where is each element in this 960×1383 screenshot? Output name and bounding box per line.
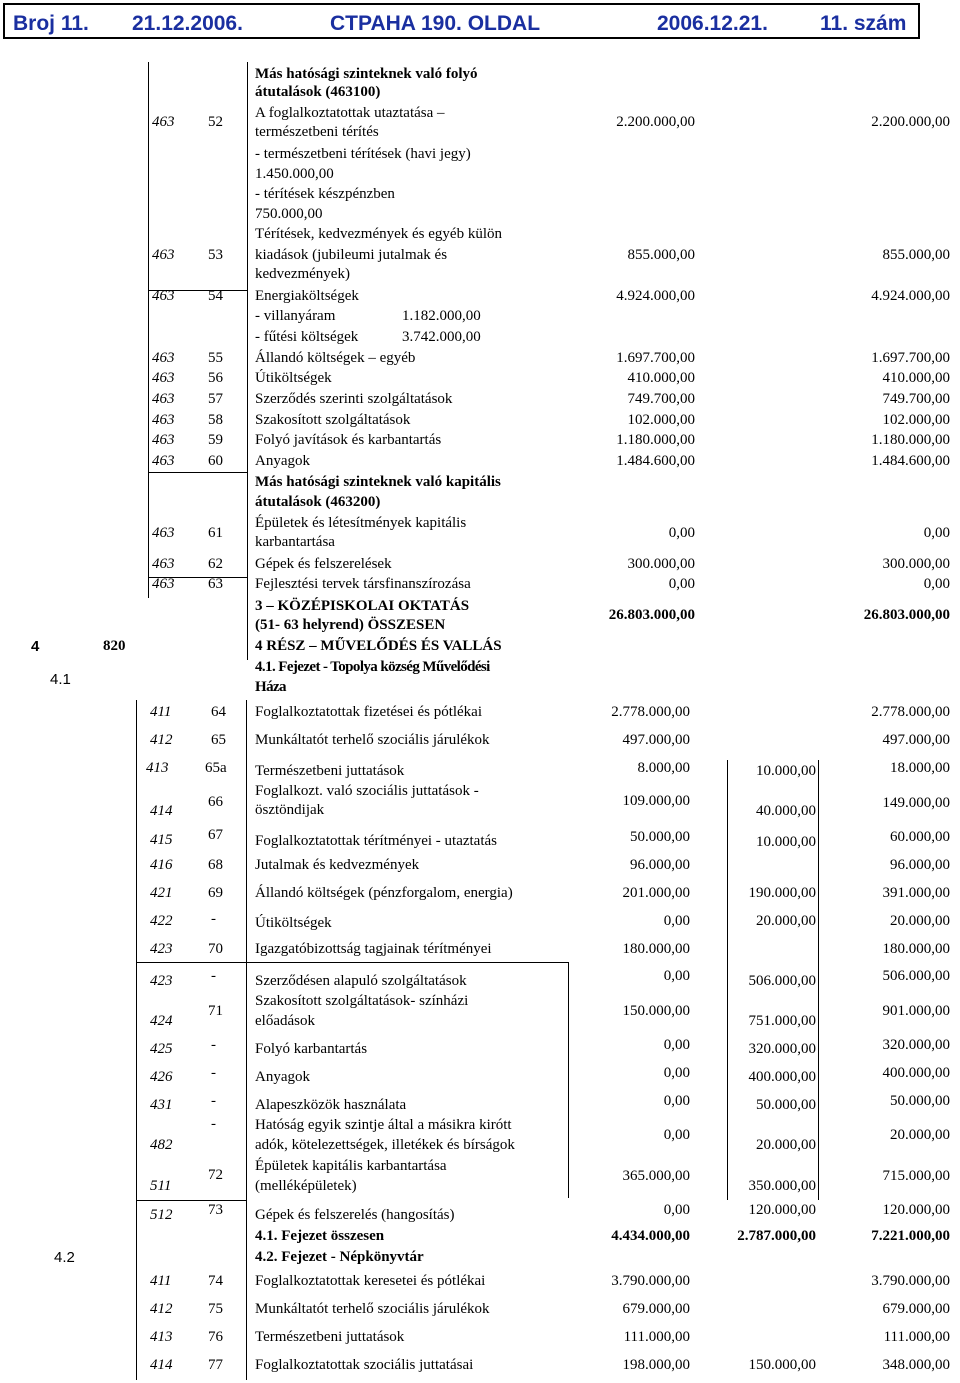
- row-description: Munkáltatót terhelő szociális járulékok: [255, 1301, 490, 1317]
- account-code: 414: [150, 1357, 173, 1373]
- row-number: 74: [208, 1273, 223, 1289]
- chapter-title: 4.1. Fejezet - Topolya község Művelődési: [255, 659, 490, 675]
- amount-own: 0,00: [663, 1202, 690, 1218]
- row-description: Foglalkozt. való szociális juttatások -: [255, 783, 479, 799]
- row-number: 68: [208, 857, 223, 873]
- row-description: Épületek kapitális karbantartása: [255, 1158, 447, 1174]
- row-description: természetbeni térítés: [255, 124, 379, 140]
- row-description: karbantartása: [255, 534, 335, 550]
- amount-other: 10.000,00: [756, 763, 816, 779]
- row-number: 63: [208, 576, 223, 592]
- amount-other: 40.000,00: [756, 803, 816, 819]
- amount-other: 20.000,00: [756, 1137, 816, 1153]
- row-description: Útiköltségek: [255, 915, 332, 931]
- row-number: 69: [208, 885, 223, 901]
- row-number: 64: [211, 704, 226, 720]
- note-amount: 3.742.000,00: [402, 329, 481, 345]
- amount-total: 506.000,00: [882, 968, 950, 984]
- row-number: 56: [208, 370, 223, 386]
- amount-total: 855.000,00: [882, 247, 950, 263]
- amount-own: 201.000,00: [622, 885, 690, 901]
- row-number: 57: [208, 391, 223, 407]
- account-code: 463: [152, 391, 175, 407]
- amount-total: 410.000,00: [882, 370, 950, 386]
- amount-total: 679.000,00: [882, 1301, 950, 1317]
- table-rule: [136, 962, 568, 963]
- account-code: 423: [150, 941, 173, 957]
- row-description: Foglalkoztatottak fizetései és pótlékai: [255, 704, 483, 720]
- amount-other: 350.000,00: [748, 1178, 816, 1194]
- amount-other: 400.000,00: [748, 1069, 816, 1085]
- amount-own: 4.924.000,00: [616, 288, 695, 304]
- table-rule: [148, 472, 248, 473]
- row-description: Útiköltségek: [255, 370, 332, 386]
- row-number: 53: [208, 247, 223, 263]
- section-title: átutalások (463200): [255, 494, 381, 510]
- amount-total: 102.000,00: [882, 412, 950, 428]
- amount-own: 0,00: [663, 1065, 690, 1081]
- amount-own: 50.000,00: [630, 829, 690, 845]
- account-code: 431: [150, 1097, 173, 1113]
- row-number: 60: [208, 453, 223, 469]
- row-description: Igazgatóbizottság tagjainak térítményei: [255, 941, 492, 957]
- row-number: 72: [208, 1167, 223, 1183]
- account-code: 463: [152, 114, 175, 130]
- account-code: 463: [152, 288, 175, 304]
- amount-total: 60.000,00: [890, 829, 950, 845]
- note: - térítések készpénzben: [255, 186, 395, 202]
- account-code: 416: [150, 857, 173, 873]
- issue-number-hu: 11. szám: [820, 12, 907, 35]
- row-number: -: [211, 911, 216, 927]
- amount-other: 20.000,00: [756, 913, 816, 929]
- row-description: Foglalkoztatottak keresetei és pótlékai: [255, 1273, 486, 1289]
- account-code: 424: [150, 1013, 173, 1029]
- note: - villanyáram: [255, 308, 336, 324]
- row-description: adók, kötelezettségek, illetékek és bírságok: [255, 1137, 515, 1153]
- amount-other: 320.000,00: [748, 1041, 816, 1057]
- table-rule: [148, 62, 149, 598]
- account-code: 412: [150, 1301, 173, 1317]
- row-number: 76: [208, 1329, 223, 1345]
- section-title: Más hatósági szinteknek való kapitális: [255, 474, 501, 490]
- amount-own: 855.000,00: [627, 247, 695, 263]
- amount-total: 300.000,00: [882, 556, 950, 572]
- row-description: Épületek és létesítmények kapitális: [255, 515, 467, 531]
- amount-own: 111.000,00: [623, 1329, 690, 1345]
- account-code: 413: [150, 1329, 173, 1345]
- amount-own: 198.000,00: [622, 1357, 690, 1373]
- amount-other: 190.000,00: [748, 885, 816, 901]
- amount-own: 0,00: [663, 1037, 690, 1053]
- issue-date-hu: 2006.12.21.: [657, 12, 768, 35]
- account-code: 463: [152, 370, 175, 386]
- amount-own: 102.000,00: [627, 412, 695, 428]
- amount-total: 120.000,00: [882, 1202, 950, 1218]
- amount-own: 109.000,00: [622, 793, 690, 809]
- row-number: 59: [208, 432, 223, 448]
- note-amount: 1.182.000,00: [402, 308, 481, 324]
- row-number: 70: [208, 941, 223, 957]
- amount-own: 365.000,00: [622, 1168, 690, 1184]
- row-number: 61: [208, 525, 223, 541]
- amount-total: 901.000,00: [882, 1003, 950, 1019]
- table-rule: [247, 62, 248, 660]
- section-title: átutalások (463100): [255, 84, 381, 100]
- chapter-total-own: 4.434.000,00: [611, 1228, 690, 1244]
- row-description: Gépek és felszerelések: [255, 556, 392, 572]
- note: - fűtési költségek: [255, 329, 359, 345]
- account-code: 412: [150, 732, 173, 748]
- amount-total: 1.180.000,00: [871, 432, 950, 448]
- amount-total: 749.700,00: [882, 391, 950, 407]
- row-description: ösztöndijak: [255, 802, 325, 818]
- amount-total: 348.000,00: [882, 1357, 950, 1373]
- row-number: 62: [208, 556, 223, 572]
- row-description: Foglalkoztatottak szociális juttatásai: [255, 1357, 474, 1373]
- row-description: Természetbeni juttatások: [255, 763, 405, 779]
- amount-total: 50.000,00: [890, 1093, 950, 1109]
- row-description: Hatóság egyik szintje által a másikra kirótt: [255, 1117, 512, 1133]
- part-title: 4 RÉSZ – MŰVELŐDÉS ÉS VALLÁS: [255, 638, 502, 654]
- amount-total: 3.790.000,00: [871, 1273, 950, 1289]
- row-number: 67: [208, 827, 223, 843]
- amount-own: 8.000,00: [637, 760, 690, 776]
- row-number: -: [211, 1093, 216, 1109]
- row-number: 54: [208, 288, 223, 304]
- note: - természetbeni térítések (havi jegy): [255, 146, 471, 162]
- account-code: 421: [150, 885, 173, 901]
- page-number: CTPAHA 190. OLDAL: [330, 12, 541, 35]
- row-description: kiadások (jubileumi jutalmak és: [255, 247, 448, 263]
- account-code: 411: [150, 1273, 172, 1289]
- amount-other: 150.000,00: [748, 1357, 816, 1373]
- row-number: -: [211, 1037, 216, 1053]
- row-description: Állandó költségek – egyéb: [255, 350, 416, 366]
- amount-own: 1.697.700,00: [616, 350, 695, 366]
- amount-other: 751.000,00: [748, 1013, 816, 1029]
- account-code: 463: [152, 432, 175, 448]
- row-description: Állandó költségek (pénzforgalom, energia): [255, 885, 513, 901]
- chapter-title: Háza: [255, 679, 286, 695]
- row-description: Energiaköltségek: [255, 288, 359, 304]
- amount-total: 4.924.000,00: [871, 288, 950, 304]
- row-description: Fejlesztési tervek társfinanszírozása: [255, 576, 471, 592]
- amount-own: 0,00: [663, 968, 690, 984]
- amount-total: 497.000,00: [882, 732, 950, 748]
- table-rule: [136, 1200, 246, 1201]
- account-code: 411: [150, 704, 172, 720]
- row-description: A foglalkoztatottak utaztatása –: [255, 105, 445, 121]
- amount-total: 0,00: [923, 525, 950, 541]
- row-number: 75: [208, 1301, 223, 1317]
- row-description: Szerződés szerinti szolgáltatások: [255, 391, 453, 407]
- amount-own: 2.778.000,00: [611, 704, 690, 720]
- amount-own: 180.000,00: [622, 941, 690, 957]
- row-number: -: [211, 1116, 216, 1132]
- row-number: 55: [208, 350, 223, 366]
- amount-other: 506.000,00: [748, 973, 816, 989]
- total-amount-own: 26.803.000,00: [608, 607, 695, 623]
- row-number: -: [211, 968, 216, 984]
- row-description: Szakosított szolgáltatások: [255, 412, 411, 428]
- amount-total: 2.778.000,00: [871, 704, 950, 720]
- amount-own: 96.000,00: [630, 857, 690, 873]
- note-amount: 1.450.000,00: [255, 166, 334, 182]
- account-code: 463: [152, 412, 175, 428]
- amount-total: 715.000,00: [882, 1168, 950, 1184]
- amount-total: 2.200.000,00: [871, 114, 950, 130]
- account-code: 463: [152, 576, 175, 592]
- chapter-number: 4.2: [54, 1249, 75, 1266]
- amount-own: 0,00: [668, 525, 695, 541]
- amount-total: 20.000,00: [890, 1127, 950, 1143]
- account-code: 425: [150, 1041, 173, 1057]
- amount-own: 0,00: [663, 1127, 690, 1143]
- issue-number: Broj 11.: [13, 12, 89, 35]
- row-description: Folyó javítások és karbantartás: [255, 432, 442, 448]
- part-number: 4: [31, 638, 40, 655]
- row-number: -: [211, 1065, 216, 1081]
- amount-own: 300.000,00: [627, 556, 695, 572]
- amount-total: 1.697.700,00: [871, 350, 950, 366]
- row-description: Szakosított szolgáltatások- színházi: [255, 993, 469, 1009]
- row-description: Foglalkoztatottak térítményei - utaztatás: [255, 833, 497, 849]
- amount-other: 10.000,00: [756, 834, 816, 850]
- account-code: 482: [150, 1137, 173, 1153]
- amount-own: 679.000,00: [622, 1301, 690, 1317]
- amount-total: 149.000,00: [882, 795, 950, 811]
- row-number: 66: [208, 794, 223, 810]
- amount-total: 20.000,00: [890, 913, 950, 929]
- account-code: 423: [150, 973, 173, 989]
- total-amount-total: 26.803.000,00: [863, 607, 950, 623]
- chapter-total-label: 4.1. Fejezet összesen: [255, 1228, 385, 1244]
- section-title: Más hatósági szinteknek való folyó: [255, 66, 478, 82]
- amount-total: 400.000,00: [882, 1065, 950, 1081]
- amount-own: 150.000,00: [622, 1003, 690, 1019]
- row-number: 58: [208, 412, 223, 428]
- row-description: Jutalmak és kedvezmények: [255, 857, 420, 873]
- row-number: 71: [208, 1003, 223, 1019]
- amount-own: 0,00: [663, 1093, 690, 1109]
- chapter-number: 4.1: [50, 671, 71, 688]
- amount-own: 3.790.000,00: [611, 1273, 690, 1289]
- account-code: 415: [150, 832, 173, 848]
- account-code: 511: [150, 1178, 172, 1194]
- chapter-total-other: 2.787.000,00: [737, 1228, 816, 1244]
- account-code: 422: [150, 913, 173, 929]
- row-description: Folyó karbantartás: [255, 1041, 368, 1057]
- total-title: (51- 63 helyrend) ÖSSZESEN: [255, 617, 446, 633]
- account-code: 413: [146, 760, 169, 776]
- amount-total: 320.000,00: [882, 1037, 950, 1053]
- amount-other: 120.000,00: [748, 1202, 816, 1218]
- amount-other: 50.000,00: [756, 1097, 816, 1113]
- amount-own: 1.180.000,00: [616, 432, 695, 448]
- row-description: Szerződésen alapuló szolgáltatások: [255, 973, 467, 989]
- amount-total: 96.000,00: [890, 857, 950, 873]
- chapter-total-total: 7.221.000,00: [871, 1228, 950, 1244]
- amount-total: 391.000,00: [882, 885, 950, 901]
- amount-own: 410.000,00: [627, 370, 695, 386]
- amount-own: 2.200.000,00: [616, 114, 695, 130]
- row-description: Térítések, kedvezmények és egyéb külön: [255, 226, 502, 242]
- row-description: Munkáltatót terhelő szociális járulékok: [255, 732, 490, 748]
- table-rule: [246, 700, 247, 1380]
- account-code: 463: [152, 453, 175, 469]
- amount-total: 0,00: [923, 576, 950, 592]
- account-code: 512: [150, 1207, 173, 1223]
- table-rule: [136, 700, 137, 1380]
- account-code: 463: [152, 350, 175, 366]
- row-description: Természetbeni juttatások: [255, 1329, 405, 1345]
- amount-total: 1.484.600,00: [871, 453, 950, 469]
- account-code: 463: [152, 525, 175, 541]
- total-title: 3 – KÖZÉPISKOLAI OKTATÁS: [255, 598, 470, 614]
- account-code: 426: [150, 1069, 173, 1085]
- row-number: 77: [208, 1357, 223, 1373]
- chapter-title: 4.2. Fejezet - Népkönyvtár: [255, 1249, 424, 1265]
- row-number: 65a: [205, 760, 227, 776]
- row-description: Alapeszközök használata: [255, 1097, 407, 1113]
- amount-own: 0,00: [663, 913, 690, 929]
- row-number: 65: [211, 732, 226, 748]
- row-description: Anyagok: [255, 1069, 310, 1085]
- row-description: előadások: [255, 1013, 315, 1029]
- row-description: Anyagok: [255, 453, 310, 469]
- amount-own: 0,00: [668, 576, 695, 592]
- amount-total: 111.000,00: [883, 1329, 950, 1345]
- row-number: 73: [208, 1202, 223, 1218]
- row-number: 52: [208, 114, 223, 130]
- amount-own: 497.000,00: [622, 732, 690, 748]
- row-description: kedvezmények): [255, 266, 350, 282]
- account-code: 463: [152, 556, 175, 572]
- function-code: 820: [103, 638, 126, 654]
- amount-own: 1.484.600,00: [616, 453, 695, 469]
- account-code: 414: [150, 803, 173, 819]
- amount-total: 18.000,00: [890, 760, 950, 776]
- row-description: (melléképületek): [255, 1178, 357, 1194]
- page-header: [3, 3, 920, 39]
- amount-total: 180.000,00: [882, 941, 950, 957]
- row-description: Gépek és felszerelés (hangosítás): [255, 1207, 455, 1223]
- note-amount: 750.000,00: [255, 206, 323, 222]
- account-code: 463: [152, 247, 175, 263]
- amount-own: 749.700,00: [627, 391, 695, 407]
- issue-date: 21.12.2006.: [132, 12, 243, 35]
